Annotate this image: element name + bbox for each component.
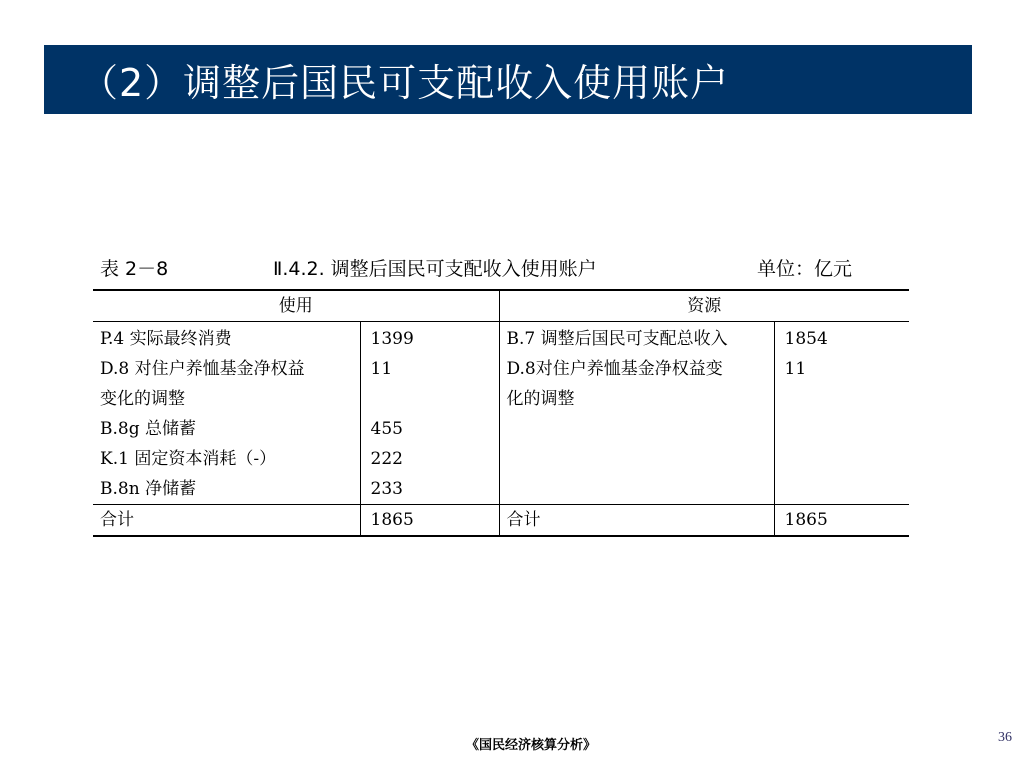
uses-items: P.4 实际最终消费 D.8 对住户养恤基金净权益 变化的调整 B.8g 总储蓄 K.1 固定资本消耗（-） B.8n 净储蓄	[93, 322, 360, 505]
table-caption	[100, 252, 880, 282]
account-table	[93, 289, 909, 537]
total-label-uses: 合计	[93, 505, 360, 537]
table-title: Ⅱ.4.2. 调整后国民可支配收入使用账户	[273, 258, 597, 280]
total-row	[93, 505, 909, 537]
table-number: 表 2－8	[100, 258, 169, 280]
table-unit: 单位：亿元	[757, 258, 853, 280]
total-value-resources: 1865	[774, 505, 909, 537]
title-bar	[44, 45, 972, 114]
footer-text: 《国民经济核算分析》	[466, 738, 597, 753]
resources-values: 1854 11	[784, 329, 828, 379]
page-number: 36	[998, 730, 1012, 745]
resources-items: B.7 调整后国民可支配总收入 D.8对住户养恤基金净权益变 化的调整	[499, 322, 774, 505]
total-value-uses: 1865	[360, 505, 499, 537]
slide-title: （2）调整后国民可支配收入使用账户	[80, 61, 730, 105]
resources-header: 资源	[499, 290, 909, 322]
table-body-row	[93, 322, 909, 505]
uses-values: 1399 11 455 222 233	[360, 322, 499, 505]
total-label-resources: 合计	[499, 505, 774, 537]
uses-header: 使用	[93, 290, 499, 322]
table-header-row	[93, 290, 909, 322]
